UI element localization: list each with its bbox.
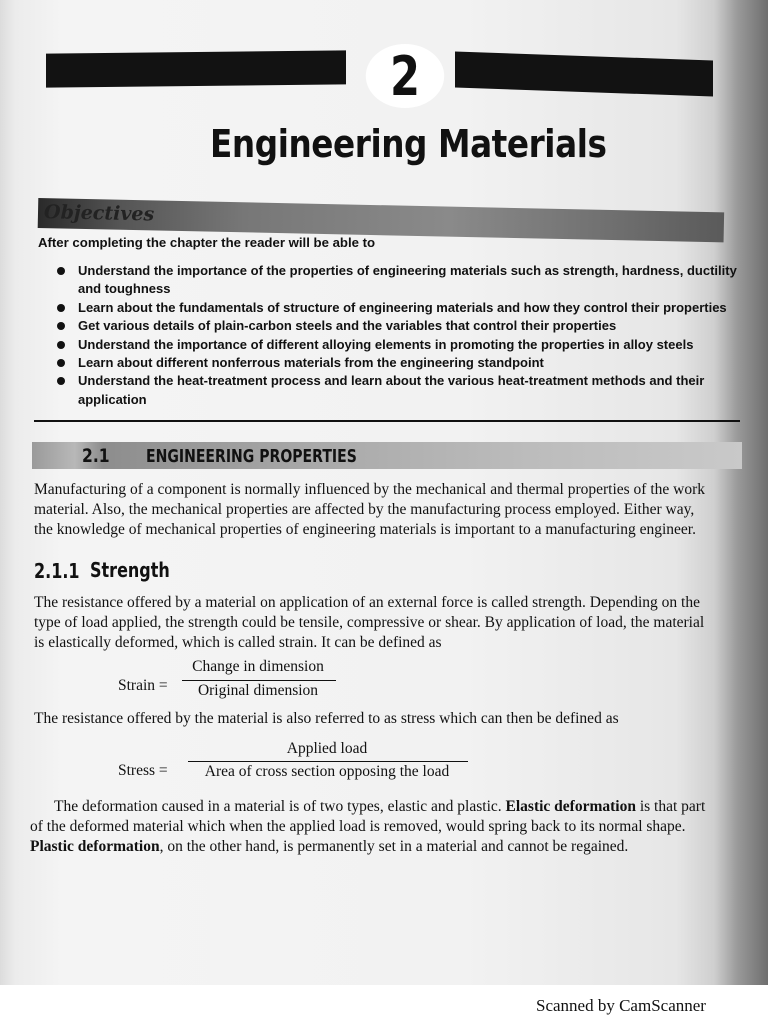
objective-item: Understand the heat-treatment process and learn about the various heat-treatment methods and their application [52, 372, 742, 409]
chapter-title: Engineering Materials [210, 122, 607, 166]
section-paragraph-line: Manufacturing of a component is normally influenced by the mechanical and thermal properties of the work [34, 481, 706, 498]
strain-numerator: Change in dimension [192, 658, 324, 675]
objectives-list [52, 262, 742, 409]
stress-equation-lhs: Stress = [118, 762, 168, 779]
subsection-number: 2.1.1 [34, 559, 80, 583]
deformation-paragraph-line [30, 837, 628, 857]
objective-item: Learn about the fundamentals of structure of engineering materials and how they control their properties [52, 299, 742, 317]
strain-denominator: Original dimension [197, 682, 319, 699]
deformation-paragraph-line [54, 797, 705, 817]
objectives-label: Objectives [43, 201, 155, 226]
objectives-intro: After completing the chapter the reader will be able to [38, 235, 376, 250]
subsection-title: Strength [90, 558, 170, 582]
section-title: ENGINEERING PROPERTIES [146, 446, 357, 467]
section-paragraph-line: material. Also, the mechanical properties are affected by the manufacturing process employed. Either way, [34, 501, 695, 518]
chapter-number: 2 [366, 44, 444, 108]
deformation-paragraph-line: of the deformed material which when the applied load is removed, would spring back to its normal shape. [30, 818, 686, 835]
objective-item: Learn about different nonferrous materials from the engineering standpoint [52, 354, 742, 372]
stress-denominator: Area of cross section opposing the load [204, 763, 450, 780]
strength-paragraph-line: The resistance offered by a material on application of an external force is called strength. Depending on the [34, 594, 700, 611]
stress-intro-paragraph: The resistance offered by the material is also referred to as stress which can then be defined as [34, 710, 619, 727]
strain-equation-lhs: Strain = [118, 677, 168, 694]
text-run: is that part [635, 798, 706, 815]
objective-item: Understand the importance of the properties of engineering materials such as strength, hardness, ductility and toughness [52, 262, 742, 299]
section-paragraph-line: the knowledge of mechanical properties of engineering materials is important to a manufacturing engineer. [34, 521, 696, 538]
strength-paragraph-line: is elastically deformed, which is called strain. It can be defined as [34, 634, 442, 651]
text-run: The deformation caused in a material is of two types, elastic and plastic. [54, 798, 506, 815]
divider [34, 420, 740, 422]
section-bar [32, 442, 742, 469]
strength-paragraph-line: type of load applied, the strength could be tensile, compressive or shear. By application of load, the material [34, 614, 705, 631]
objective-item: Understand the importance of different alloying elements in promoting the properties in alloy steels [52, 336, 742, 354]
chapter-bar-left [46, 50, 346, 87]
stress-numerator: Applied load [286, 740, 368, 757]
section-number: 2.1 [82, 445, 110, 467]
scanner-watermark: Scanned by CamScanner [536, 996, 706, 1015]
term-elastic-deformation: Elastic deformation [505, 798, 636, 815]
objective-item: Get various details of plain-carbon steels and the variables that control their properties [52, 317, 742, 335]
text-run: , on the other hand, is permanently set in a material and cannot be regained. [159, 838, 629, 855]
term-plastic-deformation: Plastic deformation [30, 838, 160, 855]
